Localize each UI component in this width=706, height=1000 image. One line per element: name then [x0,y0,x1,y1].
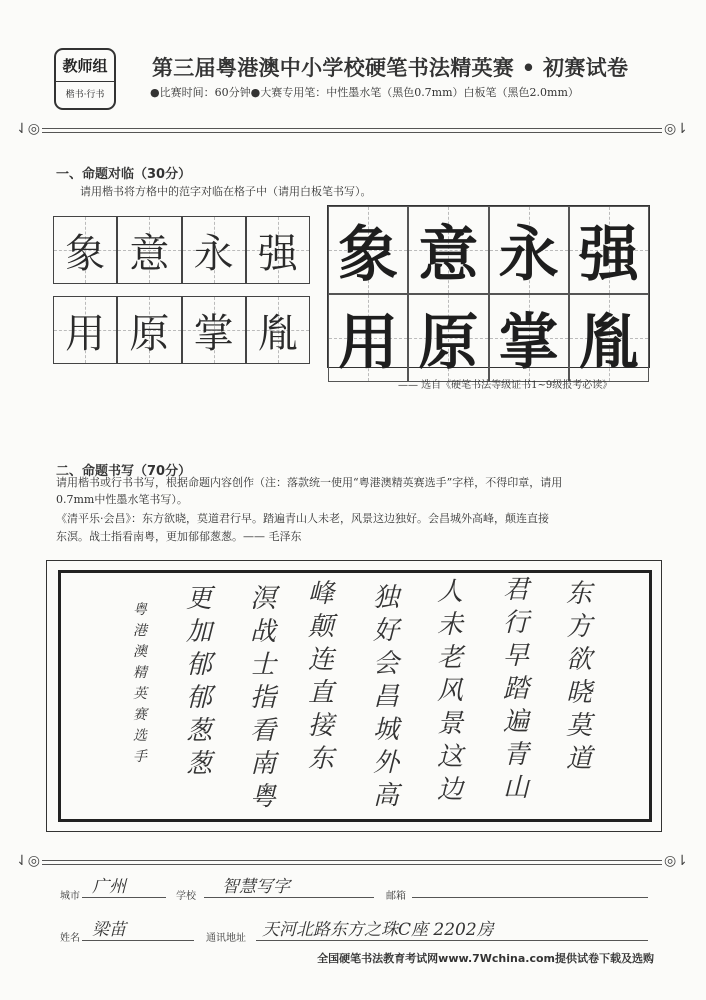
school-label: 学校 [176,891,196,902]
handwriting-column [373,582,399,813]
address-label: 通讯地址 [206,933,246,944]
handwritten-char: 郁 [186,650,213,680]
practice-cell: 象 [53,216,117,284]
handwritten-char: 好 [373,616,400,646]
section2-instruction-1: 请用楷书或行书书写，根据命题内容创作（注：落款统一使用“粤港澳精英赛选手”字样，不得印章，请用 [56,476,563,489]
handwritten-char: 遍 [503,707,530,737]
postcode-line [412,897,648,898]
handwritten-char: 南 [250,749,277,779]
copy-cell: 象 [328,206,408,294]
city-field[interactable]: 广州 [92,877,126,897]
handwritten-char: 行 [503,608,530,638]
handwritten-char: 昌 [373,682,400,712]
handwritten-char: 君 [503,575,530,605]
signature-column [133,600,147,768]
handwritten-char: 郁 [186,683,213,713]
handwritten-char: 城 [373,715,400,745]
copy-cell: 强 [569,206,649,294]
copy-cell: 胤 [569,294,649,382]
handwritten-char: 峰 [308,579,335,609]
handwritten-char: 指 [250,683,277,713]
copy-cell: 用 [328,294,408,382]
address-field[interactable]: 天河北路东方之珠C座 2202房 [262,920,494,940]
exam-info: ●比赛时间：60分钟●大赛专用笔：中性墨水笔（黑色0.7mm）白板笔（黑色2.0mm） [150,86,579,99]
practice-cell: 原 [117,296,181,364]
handwritten-char: 加 [186,617,213,647]
handwritten-char: 青 [503,740,530,770]
group-badge [54,48,116,110]
group-label: 教师组 [56,50,114,82]
practice-grid [53,216,310,364]
handwriting-column [250,583,276,814]
handwritten-char: 战 [250,617,277,647]
bottom-divider [12,853,692,870]
source-citation: —— 选自《硬笔书法等级证书1~9级报考必读》 [398,380,613,391]
handwriting-column [503,574,529,805]
signature-char: 粤 [133,602,147,618]
handwritten-char: 莫 [566,711,593,741]
ornament-right-icon: ◎⇂ [664,853,688,869]
handwritten-char: 直 [308,678,335,708]
handwritten-char: 这 [437,742,464,772]
handwritten-char: 早 [503,641,530,671]
top-divider [12,121,692,138]
handwritten-char: 未 [437,610,464,640]
handwritten-char: 晓 [566,678,593,708]
handwritten-char: 方 [566,612,593,642]
copy-cell: 原 [408,294,488,382]
signature-char: 英 [133,686,147,702]
handwritten-char: 东 [566,579,593,609]
signature-char: 澳 [133,644,147,660]
handwritten-char: 会 [373,649,400,679]
signature-char: 港 [133,623,147,639]
signature-char: 手 [133,749,147,765]
copy-cell: 永 [489,206,569,294]
handwritten-char: 边 [437,775,464,805]
signature-char: 选 [133,728,147,744]
handwritten-char: 风 [437,676,464,706]
section1-heading: 一、命题对临（30分） [56,167,192,182]
section2-heading: 二、命题书写（70分） [56,464,192,479]
school-field[interactable]: 智慧写字 [222,877,290,897]
postcode-label: 邮箱 [386,891,406,902]
handwritten-char: 独 [373,583,400,613]
ornament-right-icon: ◎⇂ [664,121,688,137]
handwritten-char: 高 [373,781,400,811]
handwritten-char: 人 [437,577,464,607]
handwritten-char: 道 [566,744,593,774]
practice-cell: 用 [53,296,117,364]
handwriting-column [437,576,463,807]
section2-instruction-2: 0.7mm中性墨水笔书写）。 [56,493,188,506]
address-line [256,940,648,941]
handwriting-column [566,578,592,776]
writing-area [58,570,652,822]
handwritten-char: 山 [503,773,530,803]
handwritten-char: 溟 [250,584,277,614]
handwritten-char: 葱 [186,749,213,779]
poem-text: 《清平乐·会昌》：东方欲晓，莫道君行早。踏遍青山人未老，风景这边独好。会昌城外高峰，颠连直接 东溟。战士指看南粤，更加郁郁葱葱。—— 毛泽东 [56,512,549,543]
handwritten-char: 连 [308,645,335,675]
practice-cell: 永 [182,216,246,284]
handwritten-char: 士 [250,650,277,680]
city-line [82,897,166,898]
practice-cell: 胤 [246,296,310,364]
school-line [204,897,374,898]
section1-instruction: 请用楷书将方格中的范字对临在格子中（请用白板笔书写）。 [80,185,372,198]
handwriting-column [308,578,334,776]
city-label: 城市 [60,891,80,902]
name-field[interactable]: 梁苗 [92,920,126,940]
handwriting-column [186,583,212,781]
handwritten-char: 接 [308,711,335,741]
page-title: 第三届粤港澳中小学校硬笔书法精英赛 • 初赛试卷 [152,56,629,80]
handwritten-char: 粤 [250,782,277,812]
signature-char: 赛 [133,707,147,723]
practice-cell: 掌 [182,296,246,364]
practice-cell: 强 [246,216,310,284]
handwritten-char: 踏 [503,674,530,704]
copy-cell: 意 [408,206,488,294]
script-type-label: 楷书·行书 [65,90,105,100]
handwritten-char: 欲 [566,645,593,675]
practice-cell: 意 [117,216,181,284]
name-line [82,940,194,941]
ornament-left-icon: ⇃◎ [16,853,40,869]
handwritten-char: 景 [437,709,464,739]
handwritten-char: 东 [308,744,335,774]
handwritten-char: 葱 [186,716,213,746]
handwritten-char: 颠 [308,612,335,642]
footer-text: 全国硬笔书法教育考试网www.7Wchina.com提供试卷下载及选购 [317,952,654,965]
ornament-left-icon: ⇃◎ [16,121,40,137]
handwritten-char: 老 [437,643,464,673]
signature-char: 精 [133,665,147,681]
handwritten-char: 看 [250,716,277,746]
handwritten-char: 更 [186,584,213,614]
handwritten-char: 外 [373,748,400,778]
name-label: 姓名 [60,933,80,944]
copy-cell: 掌 [489,294,569,382]
copy-grid [327,205,650,378]
